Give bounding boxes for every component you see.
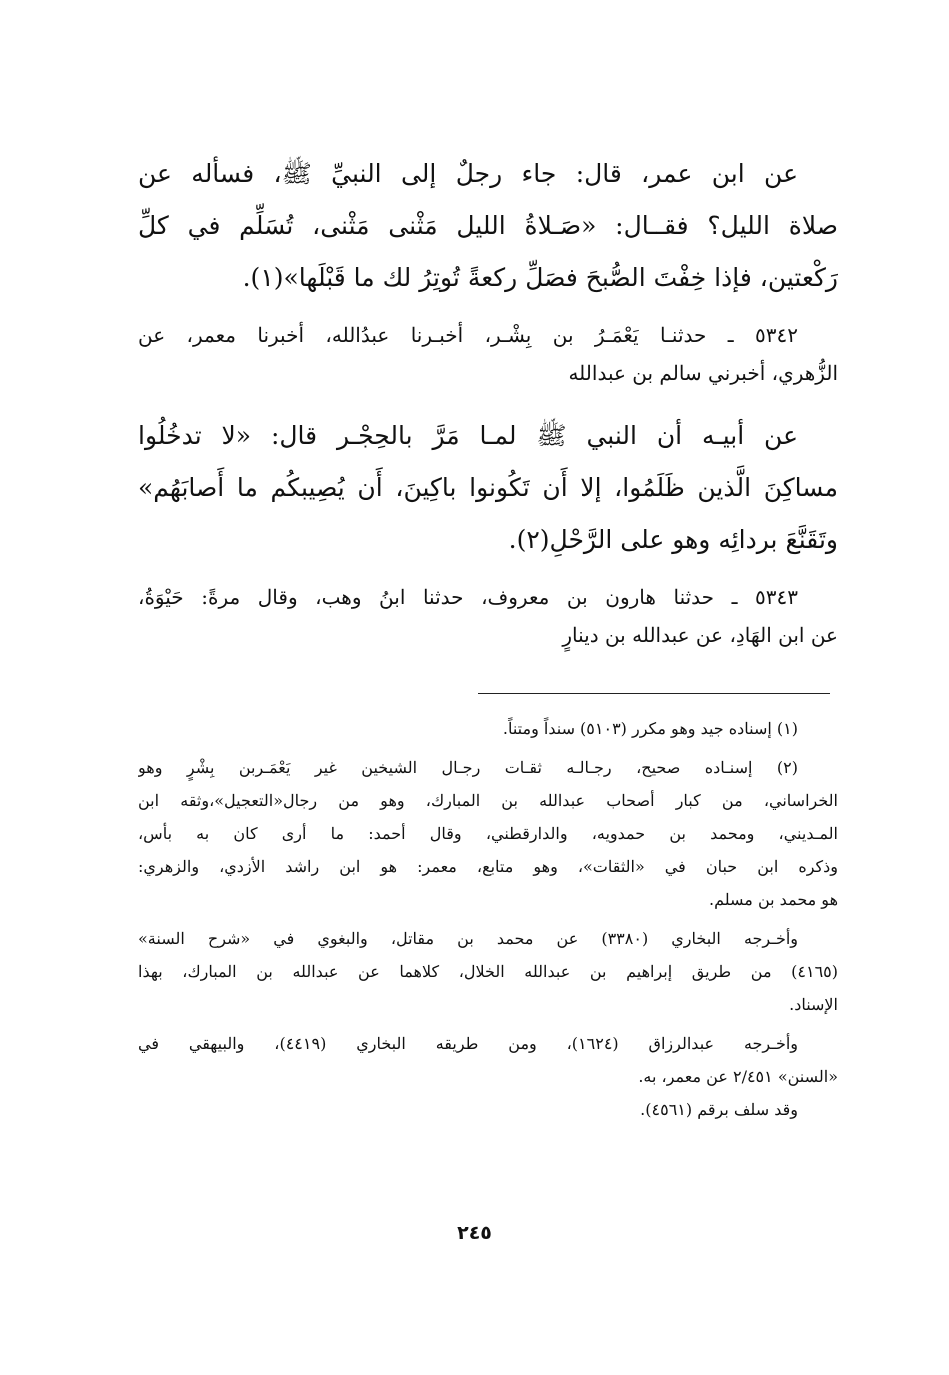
text-line: عن ابن الهَادِ، عن عبدالله بن دينارٍ [562, 623, 838, 647]
hadith-isnad-5343 [138, 578, 838, 654]
footnote-line: المـديني، ومحمد بن حمدويه، والدارقطني، وقال أحمد: ما أرى كان به بأس، [138, 824, 838, 843]
main-text [138, 148, 838, 654]
text-line: صلاة الليل؟ فقــال: «صَـلاةُ الليل مَثْنى مَثْنى، تُسَلِّم في كلِّ [138, 211, 838, 240]
footnote-line: الخراساني، من كبار أصحاب عبدالله بن المبارك، وهو من رجال«التعجيل»،وثقه ابن [138, 791, 838, 810]
footnote-divider [478, 693, 830, 694]
footnote-2-continued-bukhari [138, 922, 838, 1021]
hadith-text-paragraph-1 [138, 148, 838, 304]
footnote-line: هو محمد بن مسلم. [708, 890, 838, 909]
footnote-line: وقد سلف برقم (٤٥٦١). [640, 1100, 798, 1119]
text-line: وتَقَنَّعَ بردائِه وهو على الرَّحْلِ(٢). [508, 525, 838, 554]
text-line: رَكْعتين، فإذا خِفْتَ الصُّبحَ فصَلِّ ركعةً تُوتِرُ لك ما قَبْلَها»(١). [242, 263, 838, 292]
footnotes [138, 712, 838, 1126]
text-line: عن ابن عمر، قال: جاء رجلٌ إلى النبيِّ ﷺ، فسأله عن [138, 159, 798, 188]
footnote-line: (١) إسناده جيد وهو مكرر (٥١٠٣) سنداً ومتناً. [502, 719, 798, 738]
text-line: مساكِنَ الَّذين ظَلَمُوا، إلا أَن تَكُونوا باكِينَ، أَن يُصِيبكُم ما أَصابَهُم» [138, 473, 838, 502]
footnote-line: وذكره ابن حبان في «الثقات»، وهو متابع، معمر: هو ابن راشد الأزدي، والزهري: [138, 857, 838, 876]
footnote-2-continued-abdulrazzaq [138, 1027, 838, 1093]
text-line: الزُّهري، أخبرني سالم بن عبدالله [568, 361, 838, 385]
footnote-line: الإسناد. [789, 995, 838, 1014]
page-number: ٢٤٥ [457, 1222, 492, 1244]
footnote-line: (٢) إسنـاده صحيح، رجـالـه ثقـات رجـال الشيخين غير يَعْمَـربن بِشْرٍ وهو [138, 758, 798, 777]
footnote-line: «السنن» ٢/٤٥١ عن معمر، به. [638, 1067, 838, 1086]
footnote-2-continued-reference [138, 1093, 838, 1126]
footnote-1 [138, 712, 838, 745]
text-line: عن أبيـه أن النبي ﷺ لمـا مَرَّ بالحِجْـر قال: «لا تدخُلُوا [138, 421, 798, 450]
footnote-line: وأخـرجه البخاري (٣٣٨٠) عن محمد بن مقاتل، والبغوي في «شرح السنة» [138, 929, 799, 948]
hadith-isnad-5342 [138, 316, 838, 392]
text-line: ٥٣٤٢ ـ حدثنـا يَعْمَـرُ بن بِشْـر، أخبـرنا عبدُالله، أخبرنا معمر، عن [138, 323, 798, 347]
footnote-2 [138, 751, 838, 916]
hadith-text-paragraph-2 [138, 410, 838, 566]
footnote-line: (٤١٦٥) من طريق إبراهيم بن عبدالله الخلال، كلاهما عن عبدالله بن المبارك، بهذا [138, 962, 838, 981]
text-line: ٥٣٤٣ ـ حدثنا هارون بن معروف، حدثنا ابنُ وهب، وقال مرةً: حَيْوَةُ، [138, 585, 798, 609]
footnote-line: وأخـرجه عبدالرزاق (١٦٢٤)، ومن طريقه البخاري (٤٤١٩)، والبيهقي في [138, 1034, 798, 1053]
